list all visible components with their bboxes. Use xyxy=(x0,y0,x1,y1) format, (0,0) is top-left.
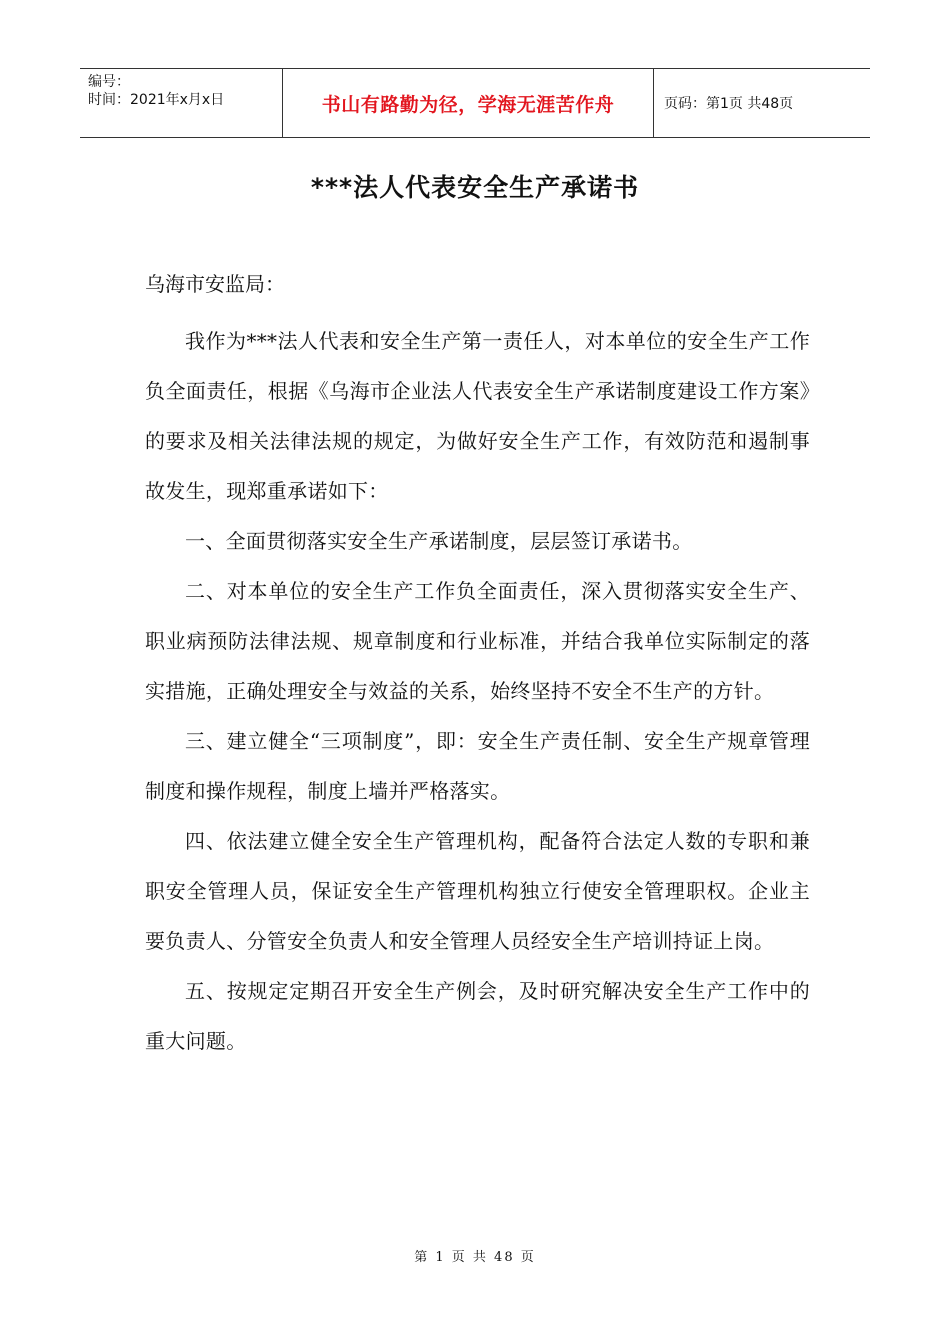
salutation: 乌海市安监局： xyxy=(145,272,285,296)
page-info-text: 页码：第1页 共48页 xyxy=(664,96,794,112)
document-body xyxy=(145,316,810,1066)
paragraph-item-3: 三、建立健全“三项制度”，即：安全生产责任制、安全生产规章管理制度和操作规程，制度上墙并严格落实。 xyxy=(145,729,810,803)
number-label: 编号： xyxy=(88,74,130,90)
page-footer: 第 1 页 共 48 页 xyxy=(414,1250,536,1265)
document-title: ***法人代表安全生产承诺书 xyxy=(310,173,640,202)
header-motto-cell xyxy=(282,69,654,137)
time-label: 时间：2021年x月x日 xyxy=(88,92,225,108)
motto-text: 书山有路勤为径，学海无涯苦作舟 xyxy=(321,93,615,116)
header-meta xyxy=(80,69,282,137)
paragraph-item-1: 一、全面贯彻落实安全生产承诺制度，层层签订承诺书。 xyxy=(185,529,693,553)
document-header xyxy=(80,68,870,138)
paragraph-item-2: 二、对本单位的安全生产工作负全面责任，深入贯彻落实安全生产、职业病预防法律法规、规章制度和行业标准，并结合我单位实际制定的落实措施，正确处理安全与效益的关系，始终坚持不安全不生产的方针。 xyxy=(145,579,810,703)
paragraph-intro: 我作为***法人代表和安全生产第一责任人，对本单位的安全生产工作负全面责任，根据《乌海市企业法人代表安全生产承诺制度建设工作方案》的要求及相关法律法规的规定，为做好安全生产工作，有效防范和遏制事故发生，现郑重承诺如下： xyxy=(145,329,810,503)
header-page-info xyxy=(654,69,870,137)
paragraph-item-5: 五、按规定定期召开安全生产例会，及时研究解决安全生产工作中的重大问题。 xyxy=(145,979,810,1053)
paragraph-item-4: 四、依法建立健全安全生产管理机构，配备符合法定人数的专职和兼职安全管理人员，保证安全生产管理机构独立行使安全管理职权。企业主要负责人、分管安全负责人和安全管理人员经安全生产培训持证上岗。 xyxy=(145,829,810,953)
